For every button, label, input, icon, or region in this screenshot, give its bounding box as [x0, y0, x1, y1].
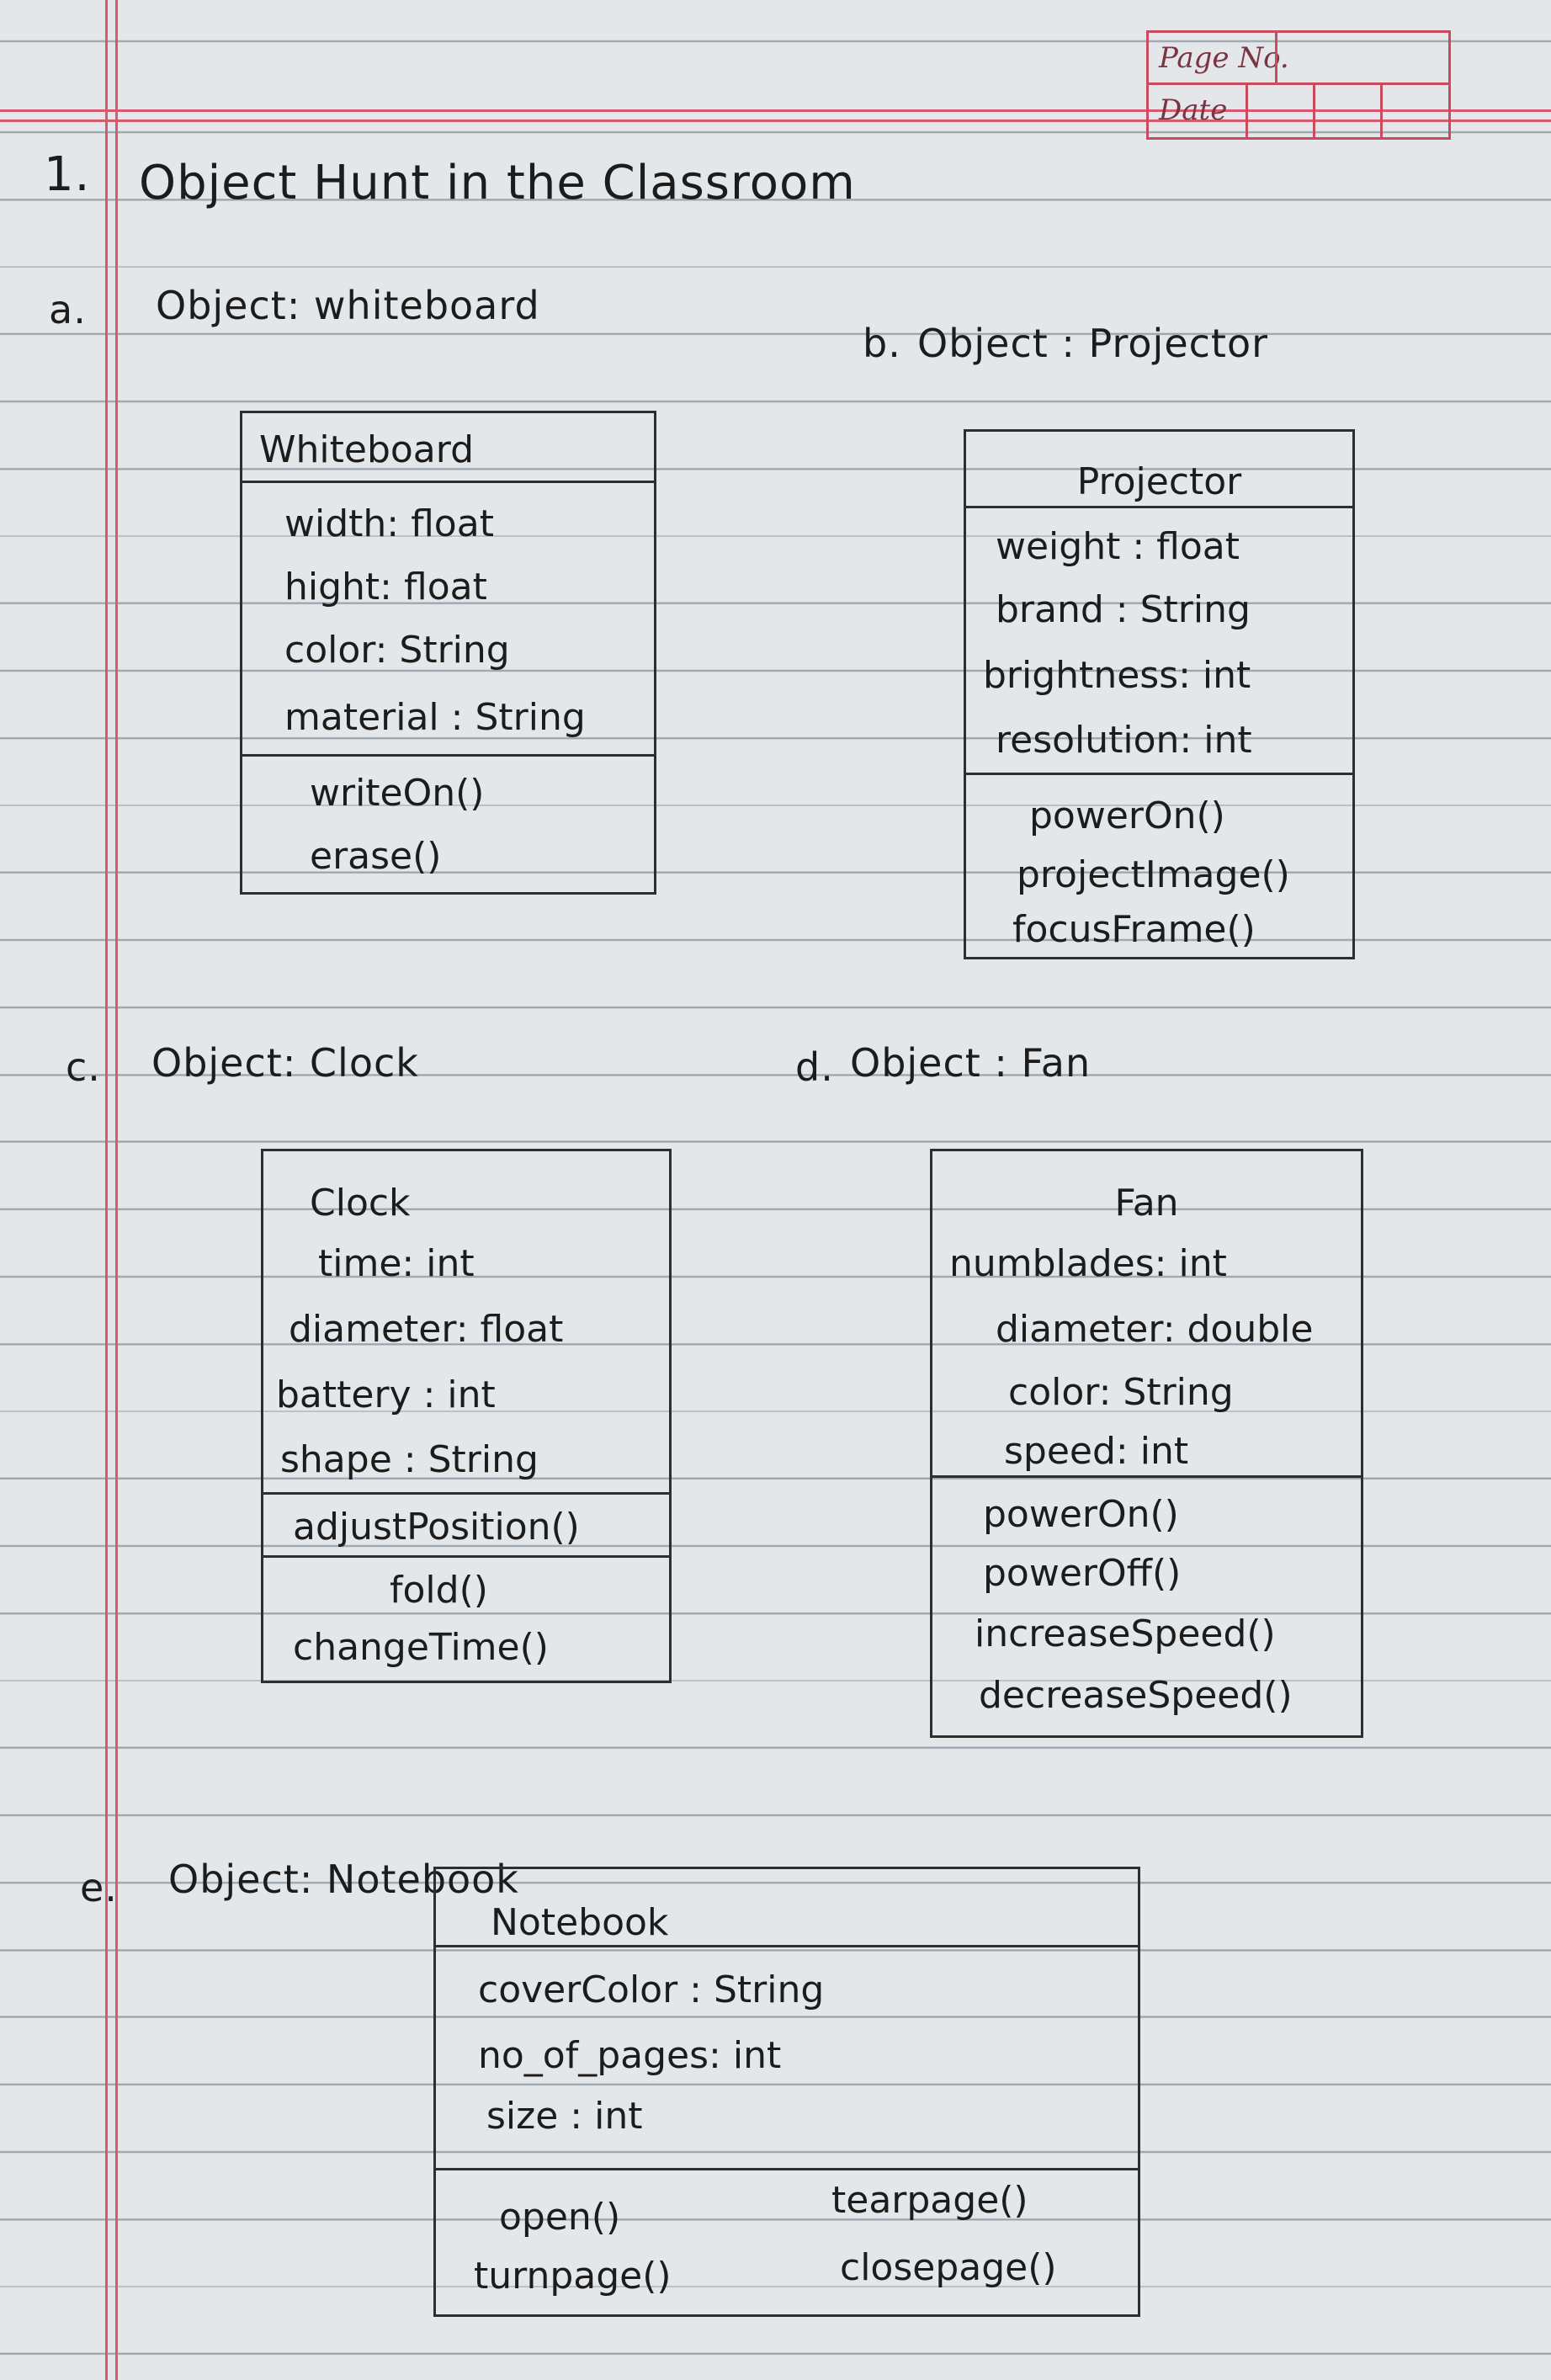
date-cell-1 — [1246, 85, 1248, 137]
clock-attr-2: diameter: float — [289, 1308, 564, 1351]
section-a-label: Object: whiteboard — [156, 283, 540, 328]
projector-attr-2: brand : String — [996, 588, 1251, 631]
section-c-label: Object: Clock — [151, 1040, 419, 1086]
whiteboard-attr-2: hight: float — [284, 566, 487, 608]
date-cell-3 — [1380, 85, 1383, 137]
section-d-marker: d. — [795, 1044, 834, 1090]
notebook-attr-2: no_of_pages: int — [478, 2034, 782, 2077]
margin-line-left-2 — [115, 0, 118, 2380]
section-b-label: Object : Projector — [917, 321, 1268, 366]
date-cell-2 — [1313, 85, 1315, 137]
fan-class-box — [930, 1149, 1363, 1738]
notebook-attr-3: size : int — [486, 2095, 643, 2138]
date-row — [1149, 85, 1448, 137]
projector-method-2: projectImage() — [1017, 853, 1290, 896]
fan-attr-3: color: String — [1008, 1371, 1234, 1414]
clock-method-1: adjustPosition() — [293, 1506, 580, 1549]
whiteboard-class-box — [240, 411, 656, 895]
clock-attr-separator — [263, 1492, 669, 1495]
projector-method-1: powerOn() — [1029, 794, 1225, 837]
clock-method-3: changeTime() — [293, 1626, 549, 1669]
page-no-label: Page No. — [1159, 41, 1289, 75]
fan-method-3: increaseSpeed() — [975, 1612, 1276, 1655]
page-no-row — [1149, 33, 1448, 85]
clock-class-name: Clock — [310, 1182, 411, 1225]
section-e-label: Object: Notebook — [168, 1857, 519, 1902]
clock-method-separator — [263, 1555, 669, 1558]
clock-attr-4: shape : String — [280, 1438, 539, 1481]
section-a-marker: a. — [49, 287, 87, 332]
fan-attr-1: numblades: int — [949, 1242, 1227, 1285]
projector-attr-3: brightness: int — [983, 654, 1251, 697]
section-d-label: Object : Fan — [850, 1040, 1092, 1086]
whiteboard-attr-1: width: float — [284, 502, 494, 545]
margin-line-left-1 — [105, 0, 108, 2380]
whiteboard-attr-separator — [242, 754, 654, 757]
notebook-class-name: Notebook — [491, 1901, 669, 1944]
date-label: Date — [1159, 93, 1228, 127]
whiteboard-attr-3: color: String — [284, 629, 510, 672]
notebook-method-4: closepage() — [840, 2246, 1057, 2289]
projector-attr-4: resolution: int — [996, 719, 1252, 762]
projector-name-separator — [966, 506, 1352, 508]
projector-attr-1: weight : float — [996, 525, 1240, 568]
notebook-method-2: tearpage() — [831, 2179, 1028, 2222]
heading-number: 1. — [44, 147, 91, 202]
page-no-cell — [1275, 33, 1277, 82]
whiteboard-method-1: writeOn() — [310, 772, 485, 815]
whiteboard-name-separator — [242, 481, 654, 483]
projector-class-name: Projector — [1076, 460, 1242, 503]
clock-attr-3: battery : int — [276, 1373, 496, 1416]
fan-class-name: Fan — [1114, 1182, 1179, 1225]
clock-attr-1: time: int — [318, 1242, 475, 1285]
fan-attr-separator — [932, 1475, 1361, 1478]
section-e-marker: e. — [80, 1865, 118, 1910]
clock-method-2: fold() — [390, 1569, 488, 1612]
clock-class-box — [261, 1149, 672, 1683]
fan-method-2: powerOff() — [983, 1552, 1182, 1595]
fan-method-4: decreaseSpeed() — [979, 1674, 1293, 1717]
heading-title: Object Hunt in the Classroom — [139, 156, 856, 210]
notebook-method-3: turnpage() — [474, 2255, 672, 2298]
notebook-attr-1: coverColor : String — [478, 1968, 825, 2011]
notebook-name-separator — [436, 1945, 1138, 1947]
whiteboard-attr-4: material : String — [284, 696, 586, 739]
whiteboard-method-2: erase() — [310, 835, 442, 878]
projector-class-box — [964, 429, 1355, 959]
notebook-method-1: open() — [499, 2196, 621, 2239]
page-number-date-box — [1146, 30, 1451, 140]
fan-attr-4: speed: int — [1004, 1430, 1189, 1473]
section-c-marker: c. — [66, 1044, 101, 1090]
projector-method-3: focusFrame() — [1012, 908, 1256, 951]
section-b-marker: b. — [863, 321, 901, 366]
whiteboard-class-name: Whiteboard — [259, 428, 474, 471]
fan-method-1: powerOn() — [983, 1493, 1179, 1536]
notebook-attr-separator — [436, 2168, 1138, 2170]
fan-attr-2: diameter: double — [996, 1308, 1314, 1351]
notebook-class-box — [433, 1867, 1140, 2317]
projector-attr-separator — [966, 773, 1352, 775]
